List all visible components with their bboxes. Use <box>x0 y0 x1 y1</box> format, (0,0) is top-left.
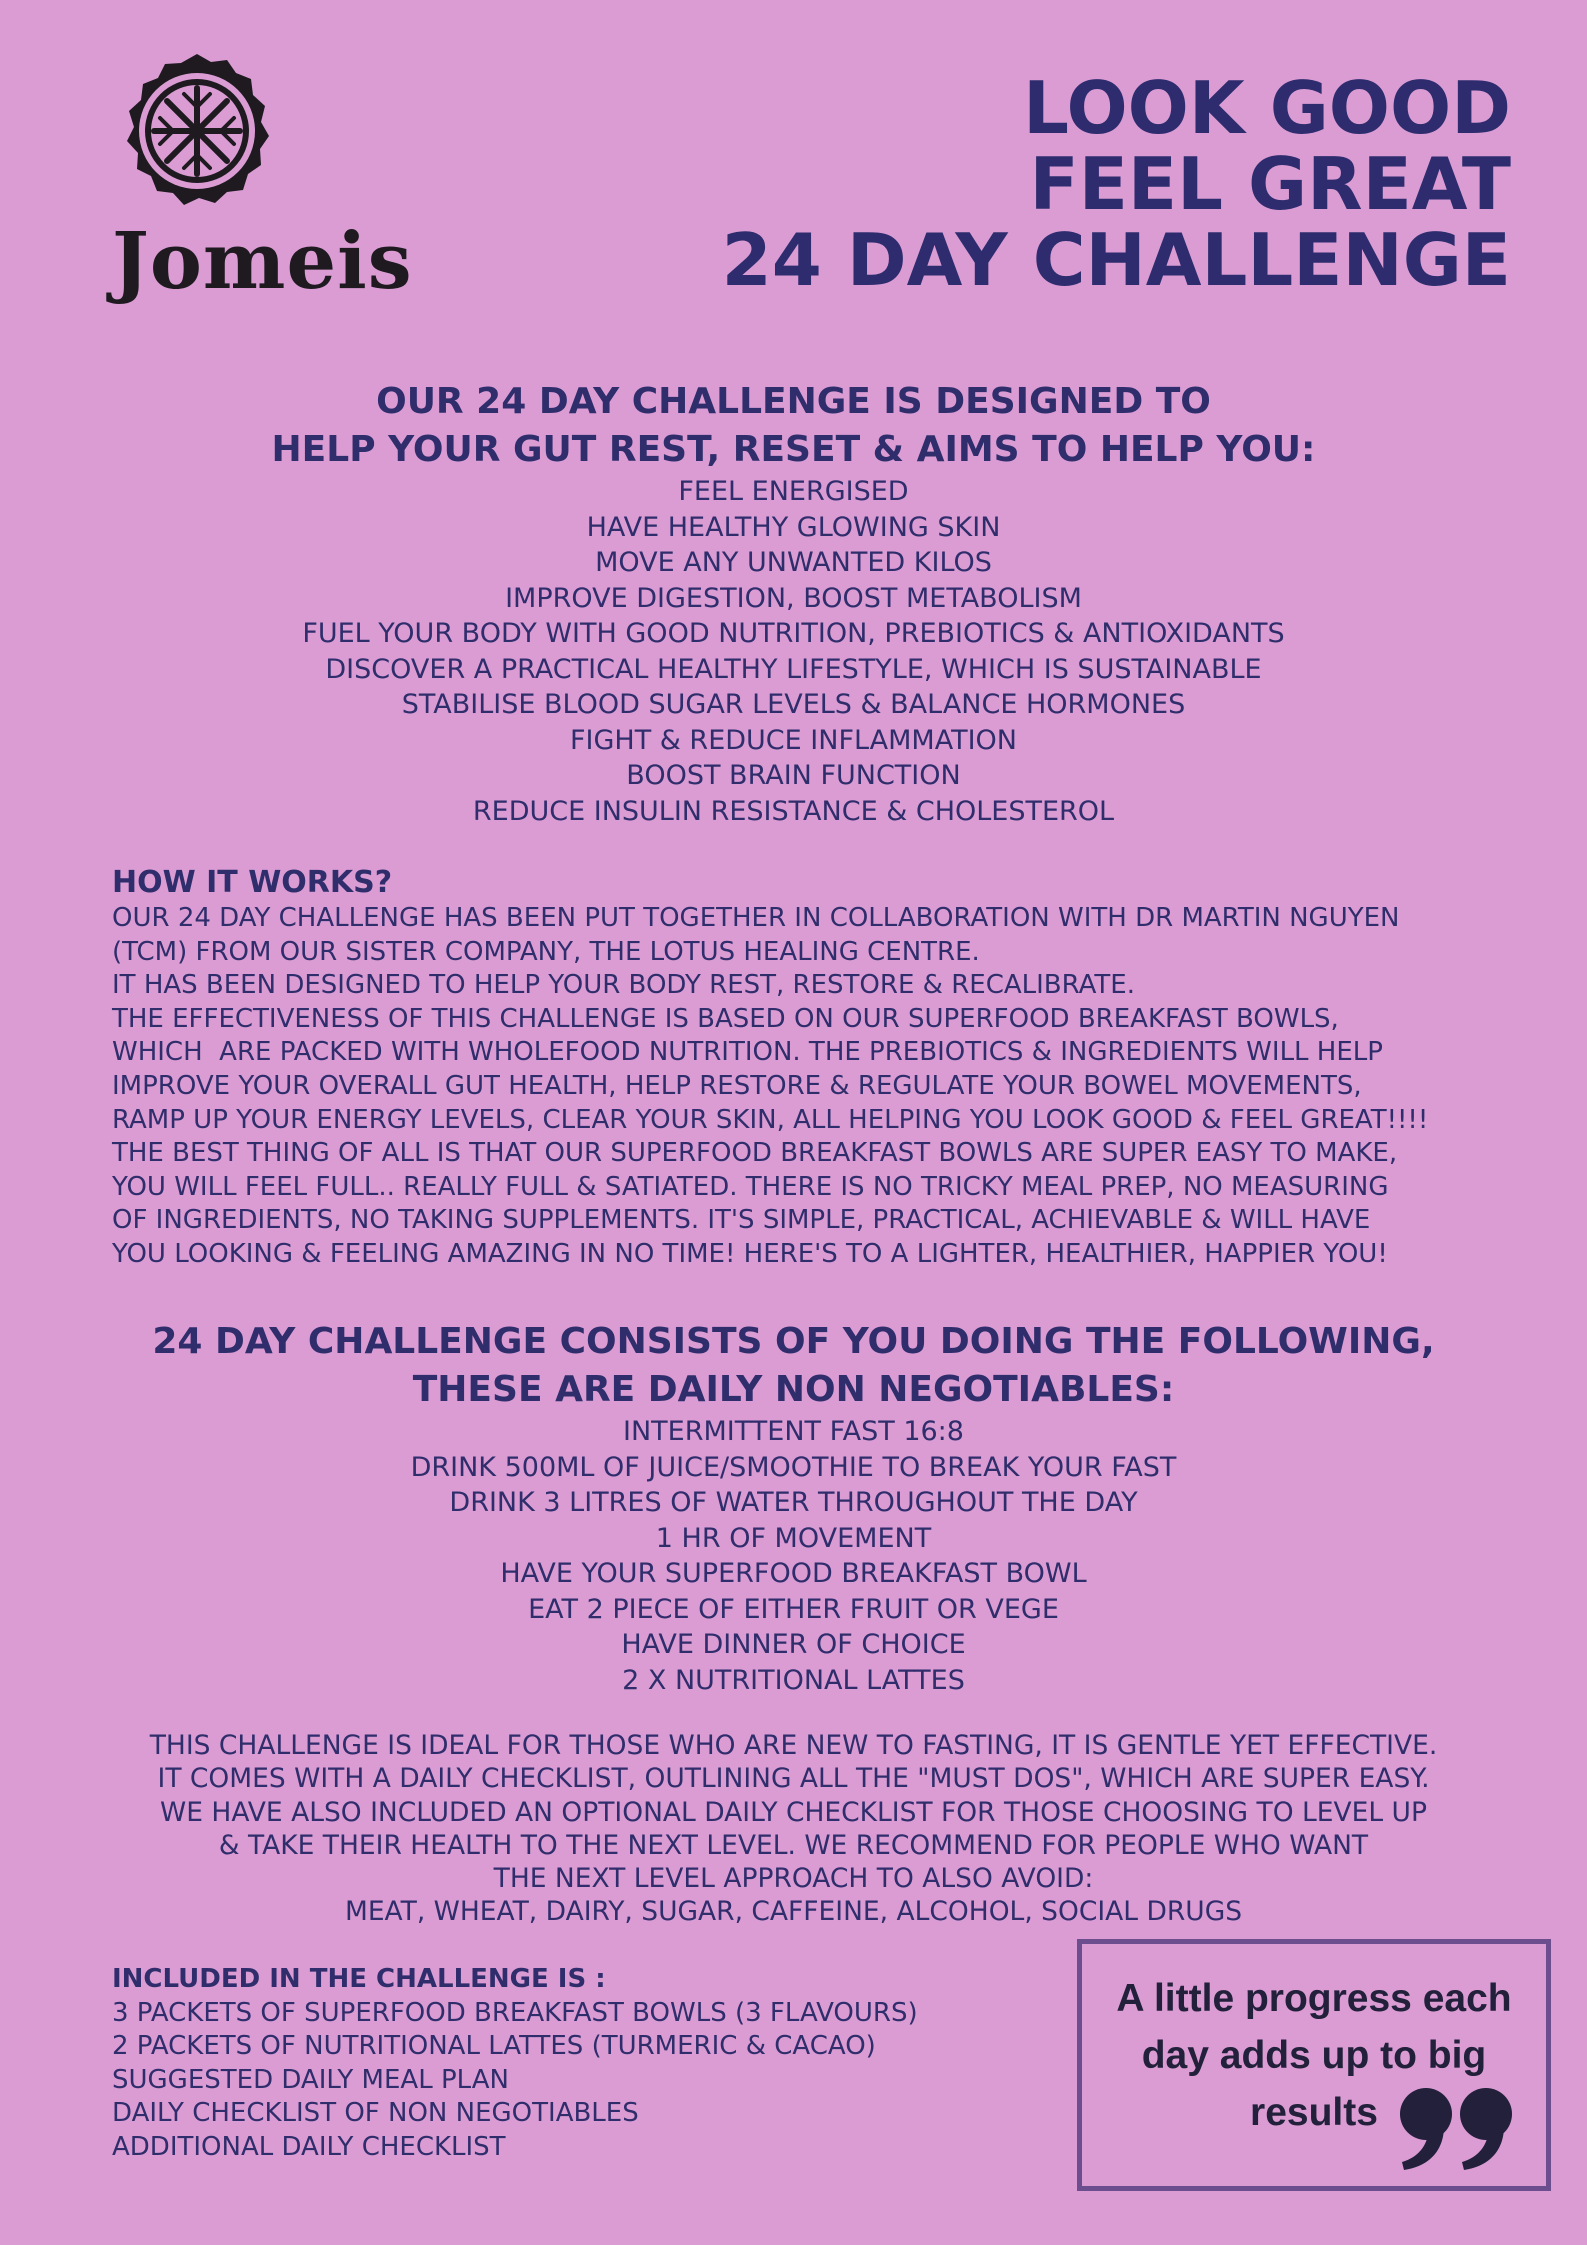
brand-name: Jomeis <box>112 216 413 307</box>
note-line: WE HAVE ALSO INCLUDED AN OPTIONAL DAILY CHECKLIST FOR THOSE CHOOSING TO LEVEL UP <box>160 1796 1427 1828</box>
quote-line: A little progress each <box>1116 1977 1512 2020</box>
included-item: 3 PACKETS OF SUPERFOOD BREAKFAST BOWLS (3 FLAVOURS) <box>112 1997 918 2028</box>
paragraph-line: YOU WILL FEEL FULL.. REALLY FULL & SATIATED. THERE IS NO TRICKY MEAL PREP, NO MEASURING <box>112 1171 1389 1202</box>
paragraph-line: OUR 24 DAY CHALLENGE HAS BEEN PUT TOGETHER IN COLLABORATION WITH DR MARTIN NGUYEN <box>112 903 1400 933</box>
paragraph-line: IT HAS BEEN DESIGNED TO HELP YOUR BODY REST, RESTORE & RECALIBRATE. <box>112 970 1135 1001</box>
daily-item: HAVE DINNER OF CHOICE <box>621 1629 966 1660</box>
benefit-item: FIGHT & REDUCE INFLAMMATION <box>570 724 1017 756</box>
daily-heading-line-1: 24 DAY CHALLENGE CONSISTS OF YOU DOING THE FOLLOWING, <box>152 1321 1435 1362</box>
included-item: 2 PACKETS OF NUTRITIONAL LATTES (TURMERIC & CACAO) <box>112 2031 876 2062</box>
headline-line-2: FEEL GREAT <box>1029 142 1511 226</box>
paragraph-line: THE BEST THING OF ALL IS THAT OUR SUPERFOOD BREAKFAST BOWLS ARE SUPER EASY TO MAKE, <box>112 1138 1398 1169</box>
paragraph-line: IMPROVE YOUR OVERALL GUT HEALTH, HELP RESTORE & REGULATE YOUR BOWEL MOVEMENTS, <box>112 1070 1362 1101</box>
daily-item: 1 HR OF MOVEMENT <box>655 1522 932 1554</box>
brand-logo <box>112 52 442 307</box>
note-line: MEAT, WHEAT, DAIRY, SUGAR, CAFFEINE, ALCOHOL, SOCIAL DRUGS <box>344 1896 1243 1928</box>
headline <box>721 66 1511 302</box>
daily-item: DRINK 3 LITRES OF WATER THROUGHOUT THE DAY <box>449 1487 1138 1518</box>
daily-item: INTERMITTENT FAST 16:8 <box>623 1416 964 1447</box>
daily-item: DRINK 500ML OF JUICE/SMOOTHIE TO BREAK YOUR FAST <box>410 1451 1177 1483</box>
benefit-item: IMPROVE DIGESTION, BOOST METABOLISM <box>505 582 1082 614</box>
benefit-item: STABILISE BLOOD SUGAR LEVELS & BALANCE HORMONES <box>401 689 1186 720</box>
benefit-item: BOOST BRAIN FUNCTION <box>626 760 961 791</box>
paragraph-line: OF INGREDIENTS, NO TAKING SUPPLEMENTS. IT'S SIMPLE, PRACTICAL, ACHIEVABLE & WILL HAVE <box>112 1205 1371 1236</box>
included-section <box>112 1963 918 2165</box>
benefit-item: DISCOVER A PRACTICAL HEALTHY LIFESTYLE, WHICH IS SUSTAINABLE <box>325 653 1262 685</box>
paragraph-line: THE EFFECTIVENESS OF THIS CHALLENGE IS BASED ON OUR SUPERFOOD BREAKFAST BOWLS, <box>112 1003 1339 1034</box>
intro-heading-line-2: HELP YOUR GUT REST, RESET & AIMS TO HELP YOU: <box>271 429 1316 470</box>
intro-section <box>0 378 1587 829</box>
challenge-note <box>0 1729 1587 1929</box>
note-line: & TAKE THEIR HEALTH TO THE NEXT LEVEL. WE RECOMMEND FOR PEOPLE WHO WANT <box>218 1829 1369 1861</box>
daily-item: HAVE YOUR SUPERFOOD BREAKFAST BOWL <box>500 1558 1087 1589</box>
note-line: THE NEXT LEVEL APPROACH TO ALSO AVOID: <box>493 1863 1094 1895</box>
daily-item: EAT 2 PIECE OF EITHER FRUIT OR VEGE <box>528 1593 1059 1625</box>
paragraph-line: WHICH ARE PACKED WITH WHOLEFOOD NUTRITION. THE PREBIOTICS & INGREDIENTS WILL HELP <box>112 1037 1383 1068</box>
intro-heading-line-1: OUR 24 DAY CHALLENGE IS DESIGNED TO <box>376 381 1211 422</box>
benefit-item: HAVE HEALTHY GLOWING SKIN <box>586 511 1001 543</box>
daily-section <box>0 1318 1587 1698</box>
quote-line: results <box>1250 2091 1378 2134</box>
how-it-works-section <box>112 864 1492 1272</box>
closing-quote-icon <box>1398 2086 1516 2172</box>
daily-item: 2 X NUTRITIONAL LATTES <box>622 1664 965 1696</box>
note-line: IT COMES WITH A DAILY CHECKLIST, OUTLINING ALL THE "MUST DOS", WHICH ARE SUPER EASY. <box>157 1763 1430 1795</box>
benefit-item: REDUCE INSULIN RESISTANCE & CHOLESTEROL <box>472 795 1115 827</box>
included-item: SUGGESTED DAILY MEAL PLAN <box>112 2064 509 2095</box>
quote-box <box>1077 1939 1551 2191</box>
benefit-item: MOVE ANY UNWANTED KILOS <box>595 547 992 578</box>
included-item: DAILY CHECKLIST OF NON NEGOTIABLES <box>112 2098 639 2129</box>
benefit-item: FEEL ENERGISED <box>678 476 909 507</box>
benefit-item: FUEL YOUR BODY WITH GOOD NUTRITION, PREBIOTICS & ANTIOXIDANTS <box>302 618 1285 649</box>
wheel-emblem-icon <box>118 52 276 210</box>
included-item: ADDITIONAL DAILY CHECKLIST <box>112 2131 506 2162</box>
how-it-works-title: HOW IT WORKS? <box>112 865 393 900</box>
paragraph-line: (TCM) FROM OUR SISTER COMPANY, THE LOTUS HEALING CENTRE. <box>112 936 980 967</box>
daily-heading-line-2: THESE ARE DAILY NON NEGOTIABLES: <box>412 1369 1175 1410</box>
headline-line-3: 24 DAY CHALLENGE <box>721 218 1511 302</box>
paragraph-line: YOU LOOKING & FEELING AMAZING IN NO TIME! HERE'S TO A LIGHTER, HEALTHIER, HAPPIER YOU! <box>112 1238 1388 1269</box>
included-title: INCLUDED IN THE CHALLENGE IS : <box>112 1964 606 1994</box>
how-it-works-body <box>112 902 1492 1272</box>
headline-line-1: LOOK GOOD <box>1023 66 1511 150</box>
note-line: THIS CHALLENGE IS IDEAL FOR THOSE WHO ARE NEW TO FASTING, IT IS GENTLE YET EFFECTIVE. <box>149 1730 1438 1761</box>
paragraph-line: RAMP UP YOUR ENERGY LEVELS, CLEAR YOUR SKIN, ALL HELPING YOU LOOK GOOD & FEEL GREAT!!!! <box>112 1104 1429 1135</box>
quote-line: day adds up to big <box>1141 2034 1487 2077</box>
